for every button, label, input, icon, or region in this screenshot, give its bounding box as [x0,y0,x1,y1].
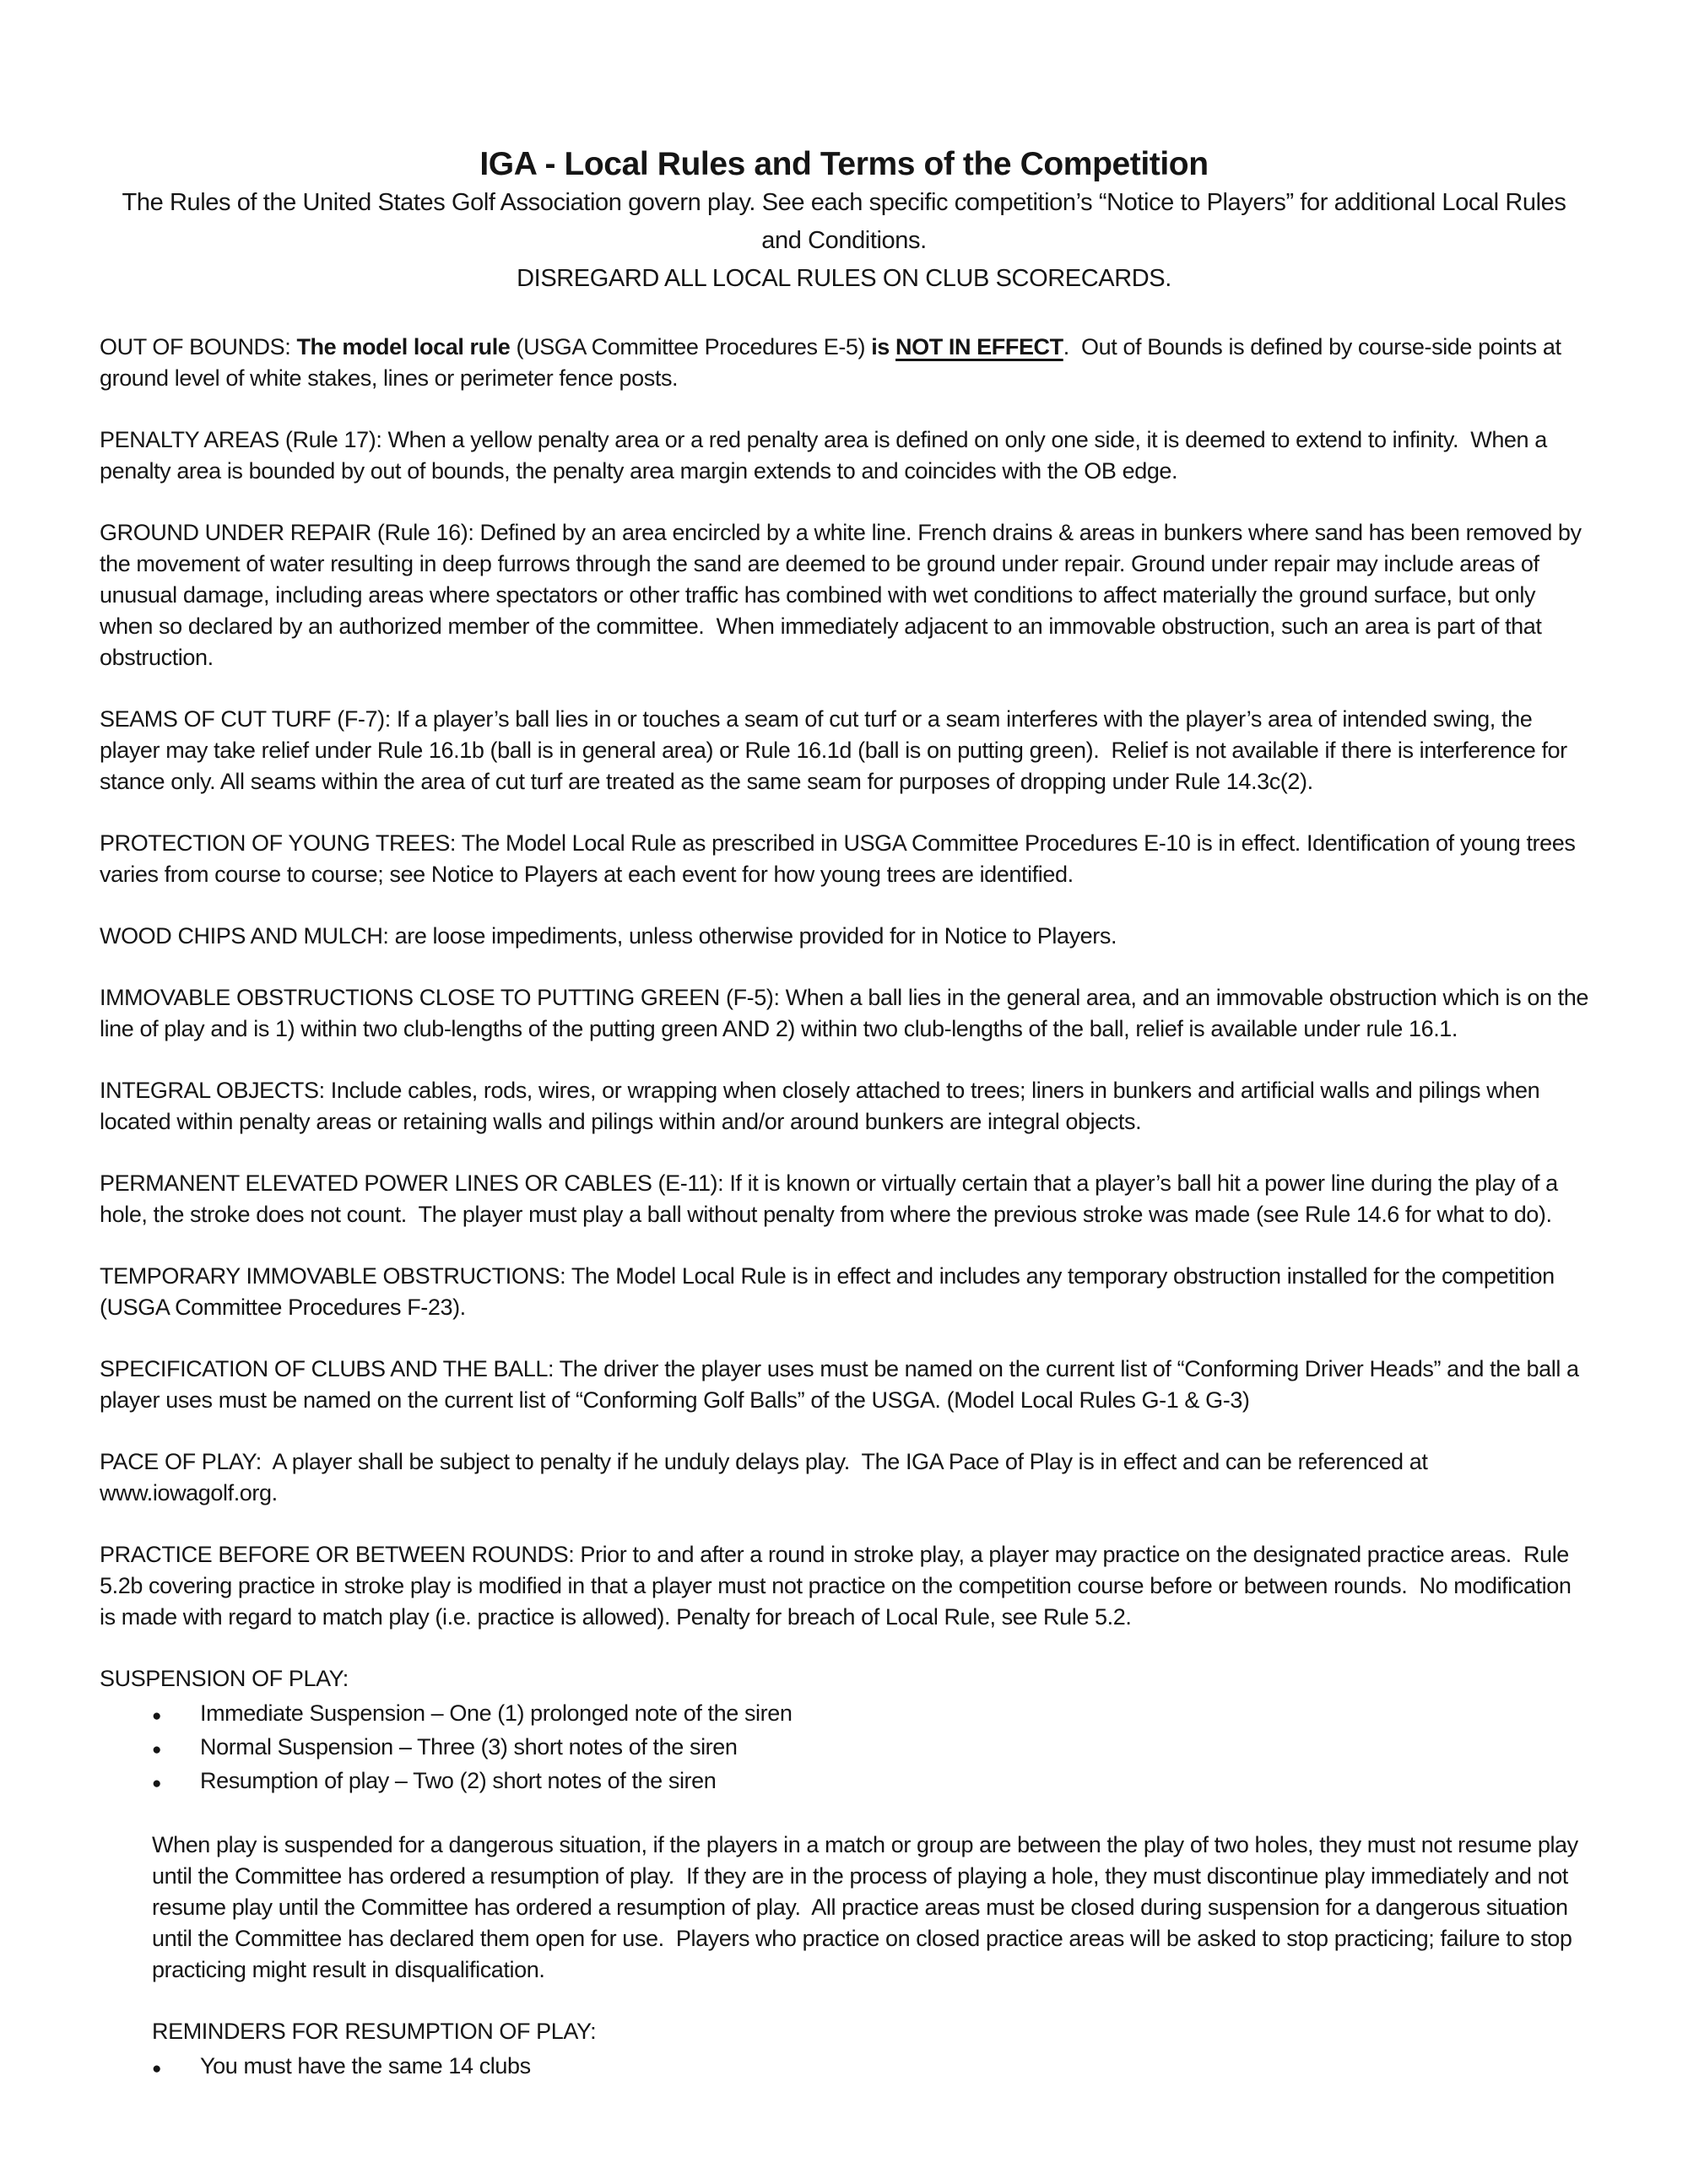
rule-seams-of-cut-turf: SEAMS OF CUT TURF (F-7): If a player’s ball lies in or touches a seam of cut turf or a seam interferes with the player’s area of intended swing, the player may take relief under Rule 16.1b (ball is in general area) or Rule 16.1d (ball is on putting green). Relief is not available if there is interference for stance only. All seams within the area of cut turf are treated as the same seam for purposes of dropping under Rule 14.3c(2). [100,706,1573,794]
rule-protection-of-young-trees: PROTECTION OF YOUNG TREES: The Model Local Rule as prescribed in USGA Committee Procedures E-10 is in effect. Identification of young trees varies from course to course; see Notice to Players at each event for how young trees are identified. [100,830,1582,887]
rule-temporary-immovable-obstructions: TEMPORARY IMMOVABLE OBSTRUCTIONS: The Model Local Rule is in effect and includes any temporary obstruction installed for the competition (USGA Committee Procedures F-23). [100,1263,1561,1320]
suspension-bullet-list [100,1698,1588,1799]
reminders-heading: REMINDERS FOR RESUMPTION OF PLAY: [152,2019,597,2044]
suspension-heading: SUSPENSION OF PLAY: [100,1666,349,1691]
rule-out-of-bounds-label: OUT OF BOUNDS: [100,334,297,359]
document-body [100,332,1595,2084]
reminders-bullet-clubs: You must have the same 14 clubs [200,2053,531,2079]
bullet-icon: ● [152,2060,162,2078]
rule-practice-before-or-between-rounds: PRACTICE BEFORE OR BETWEEN ROUNDS: Prior to and after a round in stroke play, a player may practice on the designated practice areas. Rule 5.2b covering practice in stroke play is modified in that a player must not practice on the competition course before or between rounds. No modification is made with regard to match play (i.e. practice is allowed). Penalty for breach of Local Rule, see Rule 5.2. [100,1542,1577,1630]
rule-power-lines: PERMANENT ELEVATED POWER LINES OR CABLES (E-11): If it is known or virtually certain that a player’s ball hit a power line during the play of a hole, the stroke does not count. The player must play a ball without penalty from where the previous stroke was made (see Rule 14.6 for what to do). [100,1170,1564,1227]
list-item [100,1732,1588,1765]
suspension-detail: When play is suspended for a dangerous situation, if the players in a match or group are between the play of two holes, they must not resume play until the Committee has ordered a resumption of play. If they are in the process of playing a hole, they must discontinue play immediately and not resume play until the Committee has ordered a resumption of play. All practice areas must be closed during suspension for a dangerous situation until the Committee has declared them open for use. Players who practice on closed practice areas will be asked to stop practicing; failure to stop practicing might result in disqualification. [152,1832,1584,1982]
rule-out-of-bounds [100,332,1588,394]
bullet-icon: ● [152,1741,162,1759]
rule-out-of-bounds-bold-is: is [871,334,896,359]
reminders-bullet-list [100,2051,1588,2084]
list-item [100,1765,1588,1799]
bullet-icon: ● [152,1775,162,1792]
suspension-bullet-normal: Normal Suspension – Three (3) short notes of the siren [200,1734,738,1760]
list-item [100,1698,1588,1732]
suspension-of-play-section [100,1663,1588,1986]
rule-pace-of-play: PACE OF PLAY: A player shall be subject to penalty if he unduly delays play. The IGA Pace of Play is in effect and can be referenced at www.iowagolf.org. [100,1449,1434,1506]
document-title: IGA - Local Rules and Terms of the Competition [479,146,1209,182]
rule-out-of-bounds-mid: (USGA Committee Procedures E-5) [510,334,872,359]
rule-wood-chips-and-mulch: WOOD CHIPS AND MULCH: are loose impediments, unless otherwise provided for in Notice to Players. [100,923,1117,949]
rule-out-of-bounds-not-in-effect: NOT IN EFFECT [895,334,1063,359]
list-item [100,2051,1588,2084]
rule-out-of-bounds-rest: . Out of Bounds is defined by course-side points at ground level of white stakes, lines or perimeter fence posts. [100,334,1567,391]
document-subtitle: The Rules of the United States Golf Association govern play. See each specific competition’s “Notice to Players” for additional Local Rules and Conditions. [122,189,1573,254]
suspension-bullet-resumption: Resumption of play – Two (2) short notes of the siren [200,1768,717,1793]
scorecard-notice: DISREGARD ALL LOCAL RULES ON CLUB SCORECARDS. [517,265,1171,292]
rule-integral-objects: INTEGRAL OBJECTS: Include cables, rods, wires, or wrapping when closely attached to trees; liners in bunkers and artificial walls and pilings when located within penalty areas or retaining walls and pilings within and/or around bunkers are integral objects. [100,1078,1546,1134]
rule-penalty-areas: PENALTY AREAS (Rule 17): When a yellow penalty area or a red penalty area is defined on only one side, it is deemed to extend to infinity. When a penalty area is bounded by out of bounds, the penalty area margin extends to and coincides with the OB edge. [100,427,1553,484]
suspension-bullet-immediate: Immediate Suspension – One (1) prolonged note of the siren [200,1700,793,1726]
rule-ground-under-repair: GROUND UNDER REPAIR (Rule 16): Defined by an area encircled by a white line. French drains & areas in bunkers where sand has been removed by the movement of water resulting in deep furrows through the sand are deemed to be ground under repair. Ground under repair may include areas of unusual damage, including areas where spectators or other traffic has combined with wet conditions to affect materially the ground surface, but only when so declared by an authorized member of the committee. When immediately adjacent to an immovable obstruction, such an area is part of that obstruction. [100,520,1588,670]
rule-immovable-obstructions: IMMOVABLE OBSTRUCTIONS CLOSE TO PUTTING GREEN (F-5): When a ball lies in the general area, and an immovable obstruction which is on the line of play and is 1) within two club-lengths of the putting green AND 2) within two club-lengths of the ball, relief is available under rule 16.1. [100,985,1595,1041]
reminders-section [100,2016,1588,2084]
bullet-icon: ● [152,1707,162,1725]
document-header [100,145,1588,298]
rule-out-of-bounds-bold-model-rule: The model local rule [296,334,511,359]
rule-specification-of-clubs-and-ball: SPECIFICATION OF CLUBS AND THE BALL: The driver the player uses must be named on the current list of “Conforming Driver Heads” and the ball a player uses must be named on the current list of “Conforming Golf Balls” of the USGA. (Model Local Rules G-1 & G-3) [100,1356,1585,1413]
